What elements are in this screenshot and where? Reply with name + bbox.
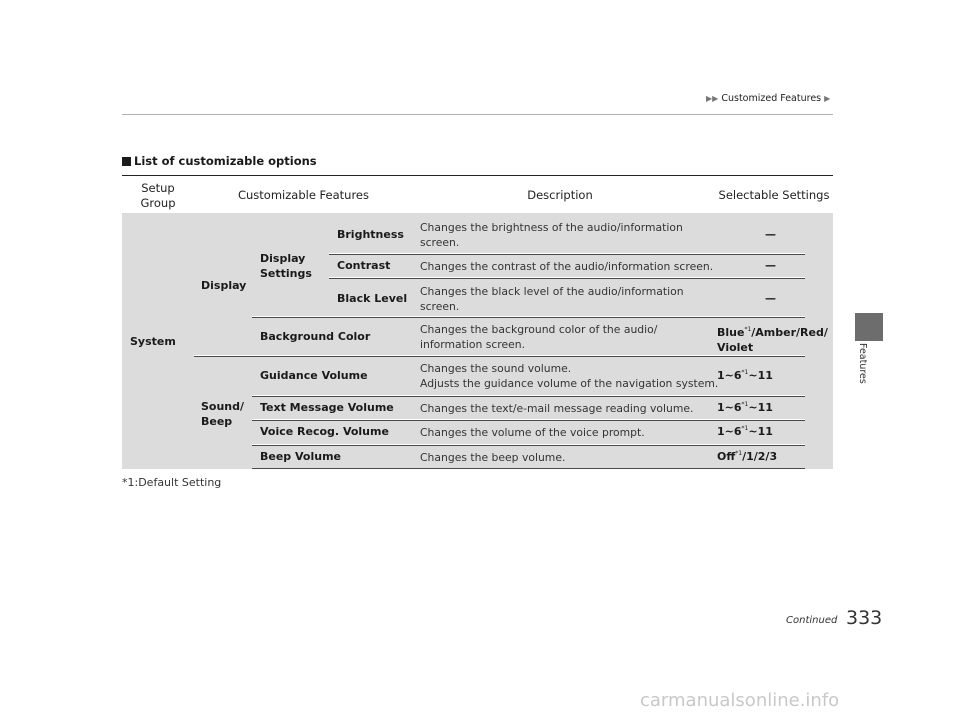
row-text-message-volume-setting: 1~6$^{*1}$~11 <box>717 401 773 414</box>
continued-label: Continued <box>786 615 838 626</box>
row-black-level-description: Changes the black level of the audio/information screen. <box>420 285 684 313</box>
row-brightness-setting: — <box>765 228 776 241</box>
section-title: List of customizable options <box>122 154 317 168</box>
header-divider <box>122 114 833 115</box>
header-selectable-settings: Selectable Settings <box>718 188 830 202</box>
section-tab-marker <box>855 313 883 341</box>
row-guidance-volume-setting: 1~6$^{*1}$~11 <box>717 369 773 382</box>
header-customizable-features: Customizable Features <box>237 188 369 202</box>
row-beep-volume-feature: Beep Volume <box>260 450 342 463</box>
breadcrumb-label: Customized Features <box>721 93 822 104</box>
subgroup-sound-beep: Sound/ Beep <box>201 400 245 428</box>
table-top-rule <box>122 175 833 176</box>
row-text-message-volume-feature: Text Message Volume <box>260 401 394 414</box>
page-number: 333 <box>846 607 883 629</box>
double-arrow-icon: ▶▶ <box>706 94 719 103</box>
subgroup-display-settings: Display Settings <box>260 252 312 280</box>
row-contrast-description: Changes the contrast of the audio/information screen. <box>420 260 714 273</box>
row-background-color-description: Changes the background color of the audio/ information screen. <box>420 323 658 351</box>
row-background-color-setting: Blue$^{*1}$/Amber/Red/ Violet <box>717 326 828 354</box>
row-brightness-description: Changes the brightness of the audio/information screen. <box>420 221 683 249</box>
row-background-color-feature: Background Color <box>260 330 371 343</box>
row-beep-volume-setting: Off$^{*1}$/1/2/3 <box>717 450 778 463</box>
row-contrast-feature: Contrast <box>337 259 391 272</box>
row-beep-volume-description: Changes the beep volume. <box>420 451 566 464</box>
row-guidance-volume-description: Changes the sound volume. Adjusts the guidance volume of the navigation system. <box>420 362 719 390</box>
row-black-level-setting: — <box>765 292 776 305</box>
row-black-level-feature: Black Level <box>337 292 408 305</box>
header-description: Description <box>527 188 593 202</box>
row-guidance-volume-feature: Guidance Volume <box>260 369 368 382</box>
header-setup-group: Setup Group <box>140 181 176 210</box>
watermark: carmanualsonline.info <box>640 690 840 711</box>
row-voice-recog-volume-setting: 1~6$^{*1}$~11 <box>717 425 773 438</box>
row-contrast-setting: — <box>765 259 776 272</box>
row-brightness-feature: Brightness <box>337 228 404 241</box>
breadcrumb <box>706 93 830 104</box>
row-voice-recog-volume-description: Changes the volume of the voice prompt. <box>420 426 645 439</box>
arrow-icon: ▶ <box>824 94 831 103</box>
subgroup-display: Display <box>201 279 247 292</box>
row-text-message-volume-description: Changes the text/e-mail message reading volume. <box>420 402 694 415</box>
group-system: System <box>130 335 176 348</box>
footnote: *1:Default Setting <box>122 476 222 489</box>
side-tab-label: Features <box>857 343 868 384</box>
row-voice-recog-volume-feature: Voice Recog. Volume <box>260 425 389 438</box>
square-bullet-icon <box>122 157 131 166</box>
